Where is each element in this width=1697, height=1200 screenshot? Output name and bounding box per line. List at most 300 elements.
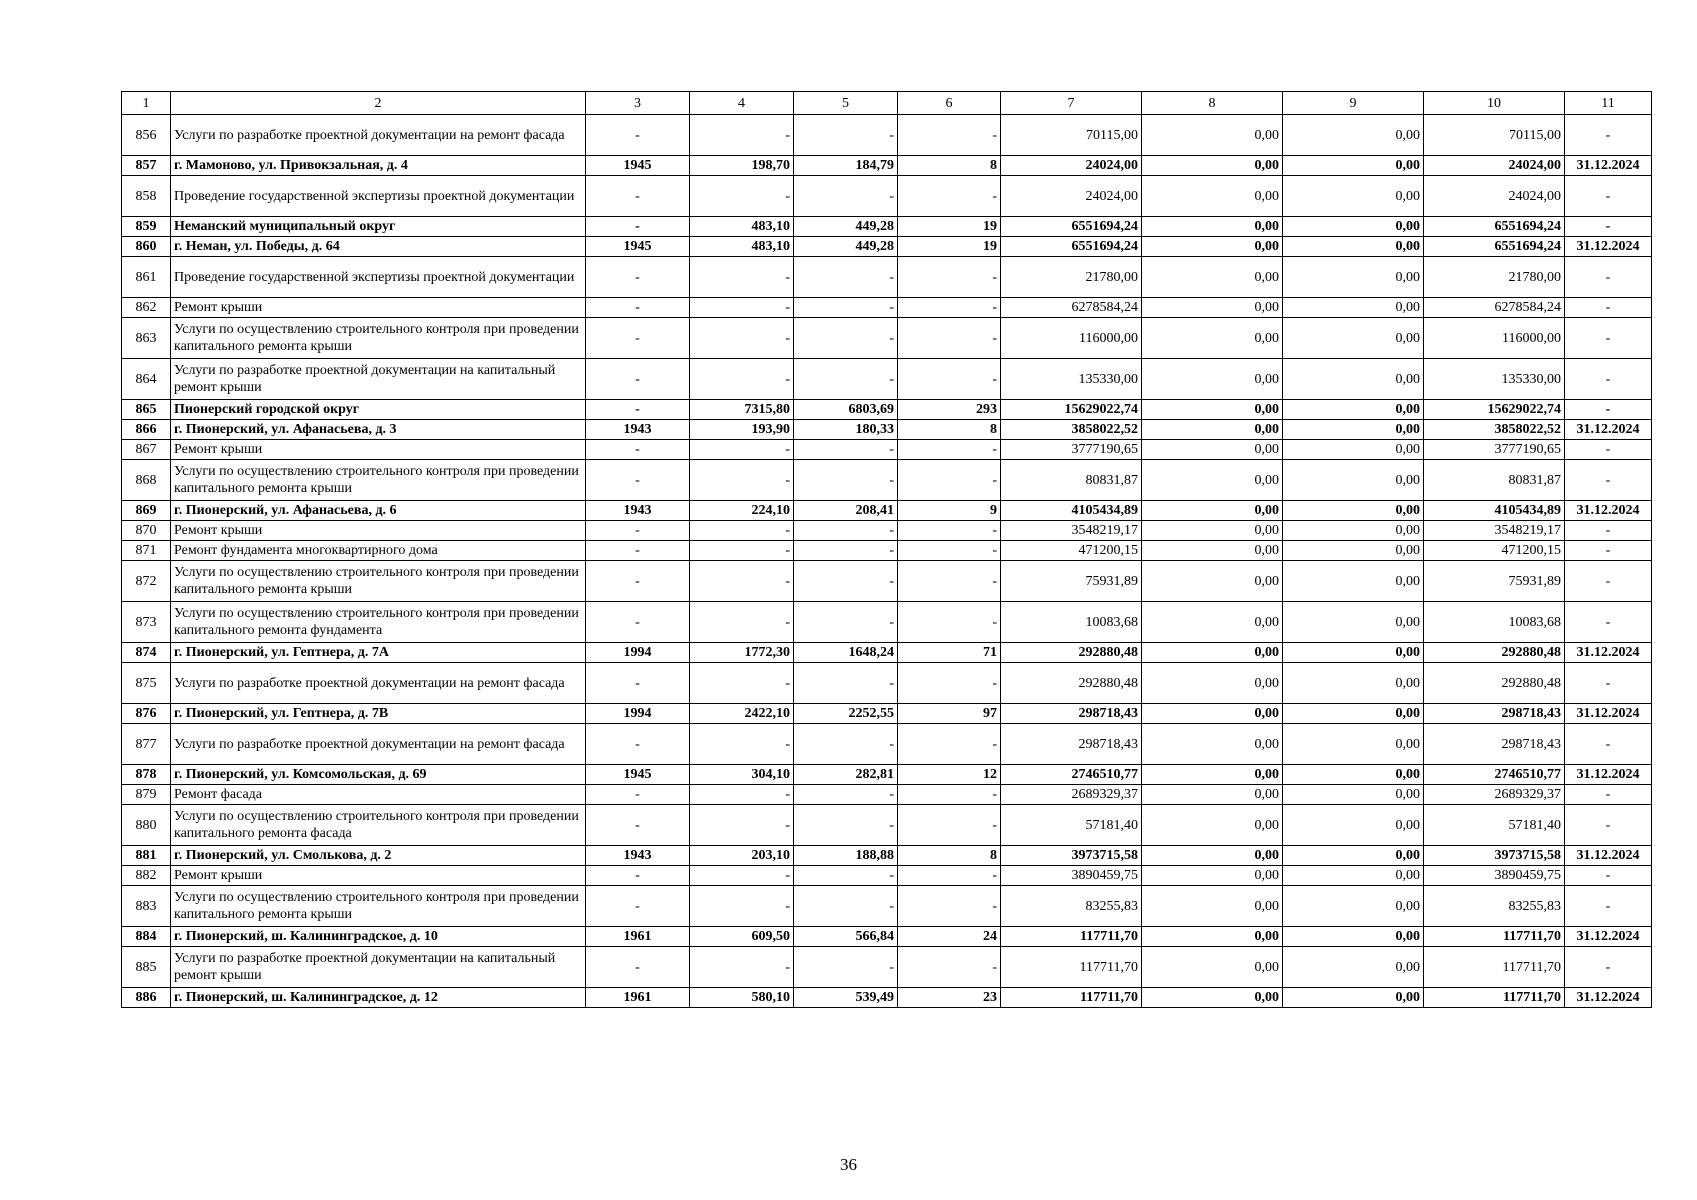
area-total-cell: - <box>690 440 794 460</box>
year-cell: 1943 <box>586 420 690 440</box>
repair-schedule-table <box>121 91 1652 1008</box>
deadline-cell: 31.12.2024 <box>1565 501 1652 521</box>
house-row <box>122 765 1652 785</box>
year-cell: - <box>586 866 690 886</box>
cost-fund-cell: 0,00 <box>1142 988 1283 1008</box>
row-number-cell: 861 <box>122 257 171 298</box>
cost-other-cell: 0,00 <box>1283 561 1424 602</box>
area-living-cell: - <box>794 440 898 460</box>
cost-owners-cell: 24024,00 <box>1424 156 1565 176</box>
year-cell: - <box>586 298 690 318</box>
cost-owners-cell: 2689329,37 <box>1424 785 1565 805</box>
cost-fund-cell: 0,00 <box>1142 765 1283 785</box>
residents-cell: - <box>898 298 1001 318</box>
area-total-cell: - <box>690 318 794 359</box>
cost-owners-cell: 471200,15 <box>1424 541 1565 561</box>
residents-cell: - <box>898 805 1001 846</box>
cost-other-cell: 0,00 <box>1283 420 1424 440</box>
name-cell: Услуги по разработке проектной документации на капитальный ремонт крыши <box>171 359 586 400</box>
row-number-cell: 878 <box>122 765 171 785</box>
area-total-cell: 483,10 <box>690 237 794 257</box>
name-cell: Услуги по осуществлению строительного контроля при проведении капитального ремонта крыши <box>171 561 586 602</box>
cost-total-cell: 298718,43 <box>1001 724 1142 765</box>
cost-total-cell: 135330,00 <box>1001 359 1142 400</box>
name-cell: г. Пионерский, ш. Калининградское, д. 12 <box>171 988 586 1008</box>
year-cell: 1945 <box>586 765 690 785</box>
area-total-cell: - <box>690 176 794 217</box>
area-living-cell: - <box>794 541 898 561</box>
row-number-cell: 866 <box>122 420 171 440</box>
work-item-row <box>122 115 1652 156</box>
residents-cell: - <box>898 257 1001 298</box>
name-cell: Ремонт фундамента многоквартирного дома <box>171 541 586 561</box>
work-item-row <box>122 257 1652 298</box>
work-item-row <box>122 318 1652 359</box>
area-total-cell: - <box>690 257 794 298</box>
cost-owners-cell: 4105434,89 <box>1424 501 1565 521</box>
cost-owners-cell: 298718,43 <box>1424 724 1565 765</box>
residents-cell: 19 <box>898 217 1001 237</box>
name-cell: Услуги по разработке проектной документации на ремонт фасада <box>171 115 586 156</box>
cost-owners-cell: 117711,70 <box>1424 947 1565 988</box>
cost-other-cell: 0,00 <box>1283 602 1424 643</box>
area-living-cell: 208,41 <box>794 501 898 521</box>
year-cell: - <box>586 257 690 298</box>
area-living-cell: 188,88 <box>794 846 898 866</box>
row-number-cell: 877 <box>122 724 171 765</box>
house-row <box>122 217 1652 237</box>
deadline-cell: - <box>1565 400 1652 420</box>
cost-total-cell: 292880,48 <box>1001 643 1142 663</box>
residents-cell: - <box>898 460 1001 501</box>
cost-fund-cell: 0,00 <box>1142 947 1283 988</box>
residents-cell: 9 <box>898 501 1001 521</box>
cost-total-cell: 3973715,58 <box>1001 846 1142 866</box>
cost-total-cell: 6278584,24 <box>1001 298 1142 318</box>
row-number-cell: 864 <box>122 359 171 400</box>
cost-owners-cell: 135330,00 <box>1424 359 1565 400</box>
row-number-cell: 857 <box>122 156 171 176</box>
deadline-cell: - <box>1565 947 1652 988</box>
name-cell: г. Пионерский, ул. Афанасьева, д. 6 <box>171 501 586 521</box>
cost-total-cell: 117711,70 <box>1001 927 1142 947</box>
area-total-cell: 198,70 <box>690 156 794 176</box>
deadline-cell: 31.12.2024 <box>1565 846 1652 866</box>
cost-fund-cell: 0,00 <box>1142 460 1283 501</box>
cost-fund-cell: 0,00 <box>1142 501 1283 521</box>
area-total-cell: - <box>690 521 794 541</box>
cost-owners-cell: 6278584,24 <box>1424 298 1565 318</box>
cost-fund-cell: 0,00 <box>1142 704 1283 724</box>
residents-cell: - <box>898 561 1001 602</box>
cost-other-cell: 0,00 <box>1283 805 1424 846</box>
area-total-cell: - <box>690 724 794 765</box>
year-cell: - <box>586 561 690 602</box>
work-item-row <box>122 298 1652 318</box>
cost-owners-cell: 6551694,24 <box>1424 217 1565 237</box>
cost-other-cell: 0,00 <box>1283 724 1424 765</box>
area-total-cell: - <box>690 785 794 805</box>
cost-total-cell: 3858022,52 <box>1001 420 1142 440</box>
cost-total-cell: 21780,00 <box>1001 257 1142 298</box>
area-living-cell: - <box>794 298 898 318</box>
area-living-cell: - <box>794 805 898 846</box>
residents-cell: 71 <box>898 643 1001 663</box>
name-cell: Проведение государственной экспертизы проектной документации <box>171 176 586 217</box>
cost-fund-cell: 0,00 <box>1142 663 1283 704</box>
cost-fund-cell: 0,00 <box>1142 866 1283 886</box>
cost-fund-cell: 0,00 <box>1142 521 1283 541</box>
house-row <box>122 156 1652 176</box>
work-item-row <box>122 521 1652 541</box>
cost-other-cell: 0,00 <box>1283 460 1424 501</box>
cost-total-cell: 70115,00 <box>1001 115 1142 156</box>
cost-total-cell: 471200,15 <box>1001 541 1142 561</box>
year-cell: - <box>586 521 690 541</box>
name-cell: Услуги по разработке проектной документации на ремонт фасада <box>171 663 586 704</box>
work-item-row <box>122 866 1652 886</box>
cost-fund-cell: 0,00 <box>1142 318 1283 359</box>
row-number-cell: 881 <box>122 846 171 866</box>
year-cell: - <box>586 359 690 400</box>
area-total-cell: 609,50 <box>690 927 794 947</box>
area-total-cell: 224,10 <box>690 501 794 521</box>
row-number-cell: 859 <box>122 217 171 237</box>
area-total-cell: 580,10 <box>690 988 794 1008</box>
area-total-cell: 2422,10 <box>690 704 794 724</box>
area-total-cell: - <box>690 298 794 318</box>
cost-total-cell: 2689329,37 <box>1001 785 1142 805</box>
year-cell: 1945 <box>586 156 690 176</box>
cost-fund-cell: 0,00 <box>1142 602 1283 643</box>
cost-total-cell: 298718,43 <box>1001 704 1142 724</box>
area-living-cell: 449,28 <box>794 217 898 237</box>
area-total-cell: 193,90 <box>690 420 794 440</box>
deadline-cell: - <box>1565 541 1652 561</box>
cost-other-cell: 0,00 <box>1283 318 1424 359</box>
name-cell: Услуги по осуществлению строительного контроля при проведении капитального ремонта крыши <box>171 460 586 501</box>
row-number-cell: 871 <box>122 541 171 561</box>
residents-cell: 19 <box>898 237 1001 257</box>
column-number-header-row <box>122 92 1652 115</box>
area-living-cell: 2252,55 <box>794 704 898 724</box>
area-total-cell: - <box>690 541 794 561</box>
deadline-cell: - <box>1565 602 1652 643</box>
row-number-cell: 858 <box>122 176 171 217</box>
area-living-cell: 1648,24 <box>794 643 898 663</box>
residents-cell: - <box>898 115 1001 156</box>
column-header: 7 <box>1001 92 1142 115</box>
cost-other-cell: 0,00 <box>1283 501 1424 521</box>
name-cell: Ремонт крыши <box>171 866 586 886</box>
name-cell: г. Мамоново, ул. Привокзальная, д. 4 <box>171 156 586 176</box>
cost-other-cell: 0,00 <box>1283 785 1424 805</box>
name-cell: г. Неман, ул. Победы, д. 64 <box>171 237 586 257</box>
work-item-row <box>122 724 1652 765</box>
row-number-cell: 856 <box>122 115 171 156</box>
cost-other-cell: 0,00 <box>1283 440 1424 460</box>
name-cell: г. Пионерский, ш. Калининградское, д. 10 <box>171 927 586 947</box>
cost-total-cell: 83255,83 <box>1001 886 1142 927</box>
residents-cell: - <box>898 866 1001 886</box>
deadline-cell: - <box>1565 115 1652 156</box>
cost-total-cell: 6551694,24 <box>1001 237 1142 257</box>
residents-cell: 12 <box>898 765 1001 785</box>
table-body <box>122 92 1652 1008</box>
residents-cell: - <box>898 359 1001 400</box>
row-number-cell: 868 <box>122 460 171 501</box>
deadline-cell: - <box>1565 785 1652 805</box>
residents-cell: - <box>898 663 1001 704</box>
row-number-cell: 882 <box>122 866 171 886</box>
house-row <box>122 643 1652 663</box>
name-cell: Услуги по разработке проектной документации на капитальный ремонт крыши <box>171 947 586 988</box>
area-total-cell: - <box>690 460 794 501</box>
residents-cell: 97 <box>898 704 1001 724</box>
area-total-cell: 304,10 <box>690 765 794 785</box>
cost-fund-cell: 0,00 <box>1142 115 1283 156</box>
residents-cell: - <box>898 318 1001 359</box>
house-row <box>122 704 1652 724</box>
area-living-cell: - <box>794 663 898 704</box>
cost-fund-cell: 0,00 <box>1142 561 1283 602</box>
year-cell: - <box>586 176 690 217</box>
name-cell: Услуги по осуществлению строительного контроля при проведении капитального ремонта крыши <box>171 886 586 927</box>
row-number-cell: 875 <box>122 663 171 704</box>
work-item-row <box>122 602 1652 643</box>
residents-cell: 8 <box>898 420 1001 440</box>
cost-fund-cell: 0,00 <box>1142 846 1283 866</box>
work-item-row <box>122 663 1652 704</box>
work-item-row <box>122 359 1652 400</box>
cost-total-cell: 116000,00 <box>1001 318 1142 359</box>
cost-other-cell: 0,00 <box>1283 257 1424 298</box>
deadline-cell: - <box>1565 805 1652 846</box>
area-living-cell: - <box>794 257 898 298</box>
work-item-row <box>122 785 1652 805</box>
house-row <box>122 420 1652 440</box>
deadline-cell: - <box>1565 176 1652 217</box>
column-header: 10 <box>1424 92 1565 115</box>
cost-total-cell: 117711,70 <box>1001 947 1142 988</box>
column-header: 9 <box>1283 92 1424 115</box>
house-row <box>122 846 1652 866</box>
row-number-cell: 860 <box>122 237 171 257</box>
cost-total-cell: 10083,68 <box>1001 602 1142 643</box>
cost-owners-cell: 10083,68 <box>1424 602 1565 643</box>
cost-owners-cell: 21780,00 <box>1424 257 1565 298</box>
cost-total-cell: 24024,00 <box>1001 156 1142 176</box>
deadline-cell: 31.12.2024 <box>1565 420 1652 440</box>
area-total-cell: - <box>690 947 794 988</box>
cost-total-cell: 3890459,75 <box>1001 866 1142 886</box>
row-number-cell: 879 <box>122 785 171 805</box>
work-item-row <box>122 176 1652 217</box>
area-total-cell: - <box>690 115 794 156</box>
name-cell: Ремонт крыши <box>171 440 586 460</box>
deadline-cell: 31.12.2024 <box>1565 237 1652 257</box>
area-living-cell: - <box>794 724 898 765</box>
year-cell: 1961 <box>586 927 690 947</box>
cost-owners-cell: 3777190,65 <box>1424 440 1565 460</box>
work-item-row <box>122 541 1652 561</box>
work-item-row <box>122 947 1652 988</box>
name-cell: Услуги по осуществлению строительного контроля при проведении капитального ремонта фундамента <box>171 602 586 643</box>
cost-fund-cell: 0,00 <box>1142 541 1283 561</box>
cost-other-cell: 0,00 <box>1283 217 1424 237</box>
cost-other-cell: 0,00 <box>1283 400 1424 420</box>
cost-other-cell: 0,00 <box>1283 866 1424 886</box>
name-cell: г. Пионерский, ул. Гептнера, д. 7В <box>171 704 586 724</box>
area-living-cell: - <box>794 886 898 927</box>
year-cell: - <box>586 602 690 643</box>
cost-owners-cell: 117711,70 <box>1424 988 1565 1008</box>
row-number-cell: 863 <box>122 318 171 359</box>
year-cell: - <box>586 785 690 805</box>
cost-fund-cell: 0,00 <box>1142 176 1283 217</box>
year-cell: - <box>586 217 690 237</box>
name-cell: Ремонт крыши <box>171 521 586 541</box>
year-cell: 1945 <box>586 237 690 257</box>
residents-cell: - <box>898 947 1001 988</box>
deadline-cell: - <box>1565 561 1652 602</box>
row-number-cell: 873 <box>122 602 171 643</box>
row-number-cell: 880 <box>122 805 171 846</box>
area-living-cell: - <box>794 521 898 541</box>
deadline-cell: 31.12.2024 <box>1565 988 1652 1008</box>
deadline-cell: - <box>1565 663 1652 704</box>
name-cell: Проведение государственной экспертизы проектной документации <box>171 257 586 298</box>
cost-owners-cell: 292880,48 <box>1424 663 1565 704</box>
year-cell: - <box>586 947 690 988</box>
residents-cell: - <box>898 602 1001 643</box>
deadline-cell: - <box>1565 217 1652 237</box>
area-total-cell: - <box>690 663 794 704</box>
residents-cell: 293 <box>898 400 1001 420</box>
row-number-cell: 883 <box>122 886 171 927</box>
year-cell: 1994 <box>586 643 690 663</box>
cost-total-cell: 57181,40 <box>1001 805 1142 846</box>
column-header: 6 <box>898 92 1001 115</box>
area-total-cell: - <box>690 886 794 927</box>
cost-total-cell: 24024,00 <box>1001 176 1142 217</box>
column-header: 8 <box>1142 92 1283 115</box>
column-header: 11 <box>1565 92 1652 115</box>
column-header: 1 <box>122 92 171 115</box>
year-cell: 1943 <box>586 846 690 866</box>
cost-fund-cell: 0,00 <box>1142 400 1283 420</box>
cost-fund-cell: 0,00 <box>1142 643 1283 663</box>
cost-owners-cell: 2746510,77 <box>1424 765 1565 785</box>
cost-owners-cell: 70115,00 <box>1424 115 1565 156</box>
work-item-row <box>122 805 1652 846</box>
cost-other-cell: 0,00 <box>1283 176 1424 217</box>
name-cell: Услуги по разработке проектной документации на ремонт фасада <box>171 724 586 765</box>
residents-cell: - <box>898 541 1001 561</box>
cost-other-cell: 0,00 <box>1283 115 1424 156</box>
cost-owners-cell: 292880,48 <box>1424 643 1565 663</box>
column-header: 3 <box>586 92 690 115</box>
year-cell: 1994 <box>586 704 690 724</box>
cost-other-cell: 0,00 <box>1283 541 1424 561</box>
cost-fund-cell: 0,00 <box>1142 420 1283 440</box>
cost-other-cell: 0,00 <box>1283 947 1424 988</box>
name-cell: Услуги по осуществлению строительного контроля при проведении капитального ремонта крыши <box>171 318 586 359</box>
cost-other-cell: 0,00 <box>1283 927 1424 947</box>
house-row <box>122 501 1652 521</box>
cost-owners-cell: 116000,00 <box>1424 318 1565 359</box>
cost-fund-cell: 0,00 <box>1142 237 1283 257</box>
cost-fund-cell: 0,00 <box>1142 156 1283 176</box>
deadline-cell: - <box>1565 521 1652 541</box>
row-number-cell: 886 <box>122 988 171 1008</box>
cost-owners-cell: 24024,00 <box>1424 176 1565 217</box>
cost-total-cell: 292880,48 <box>1001 663 1142 704</box>
area-living-cell: - <box>794 602 898 643</box>
residents-cell: 23 <box>898 988 1001 1008</box>
row-number-cell: 865 <box>122 400 171 420</box>
area-living-cell: - <box>794 947 898 988</box>
residents-cell: - <box>898 176 1001 217</box>
cost-total-cell: 117711,70 <box>1001 988 1142 1008</box>
deadline-cell: 31.12.2024 <box>1565 765 1652 785</box>
work-item-row <box>122 440 1652 460</box>
area-total-cell: 7315,80 <box>690 400 794 420</box>
cost-fund-cell: 0,00 <box>1142 724 1283 765</box>
area-living-cell: 449,28 <box>794 237 898 257</box>
residents-cell: - <box>898 440 1001 460</box>
area-living-cell: 6803,69 <box>794 400 898 420</box>
year-cell: - <box>586 724 690 765</box>
deadline-cell: - <box>1565 257 1652 298</box>
name-cell: Неманский муниципальный округ <box>171 217 586 237</box>
cost-total-cell: 75931,89 <box>1001 561 1142 602</box>
cost-owners-cell: 75931,89 <box>1424 561 1565 602</box>
cost-other-cell: 0,00 <box>1283 156 1424 176</box>
cost-other-cell: 0,00 <box>1283 298 1424 318</box>
year-cell: - <box>586 886 690 927</box>
area-total-cell: - <box>690 359 794 400</box>
area-total-cell: - <box>690 805 794 846</box>
cost-owners-cell: 57181,40 <box>1424 805 1565 846</box>
cost-other-cell: 0,00 <box>1283 704 1424 724</box>
cost-total-cell: 2746510,77 <box>1001 765 1142 785</box>
year-cell: - <box>586 663 690 704</box>
residents-cell: 8 <box>898 846 1001 866</box>
area-total-cell: - <box>690 602 794 643</box>
deadline-cell: - <box>1565 866 1652 886</box>
cost-other-cell: 0,00 <box>1283 359 1424 400</box>
row-number-cell: 867 <box>122 440 171 460</box>
house-row <box>122 988 1652 1008</box>
area-total-cell: - <box>690 561 794 602</box>
area-total-cell: 1772,30 <box>690 643 794 663</box>
row-number-cell: 869 <box>122 501 171 521</box>
area-living-cell: - <box>794 359 898 400</box>
work-item-row <box>122 886 1652 927</box>
year-cell: - <box>586 318 690 359</box>
deadline-cell: 31.12.2024 <box>1565 927 1652 947</box>
area-living-cell: - <box>794 785 898 805</box>
area-total-cell: 203,10 <box>690 846 794 866</box>
residents-cell: 24 <box>898 927 1001 947</box>
cost-other-cell: 0,00 <box>1283 237 1424 257</box>
year-cell: - <box>586 541 690 561</box>
area-living-cell: 180,33 <box>794 420 898 440</box>
deadline-cell: - <box>1565 318 1652 359</box>
deadline-cell: - <box>1565 359 1652 400</box>
area-total-cell: 483,10 <box>690 217 794 237</box>
